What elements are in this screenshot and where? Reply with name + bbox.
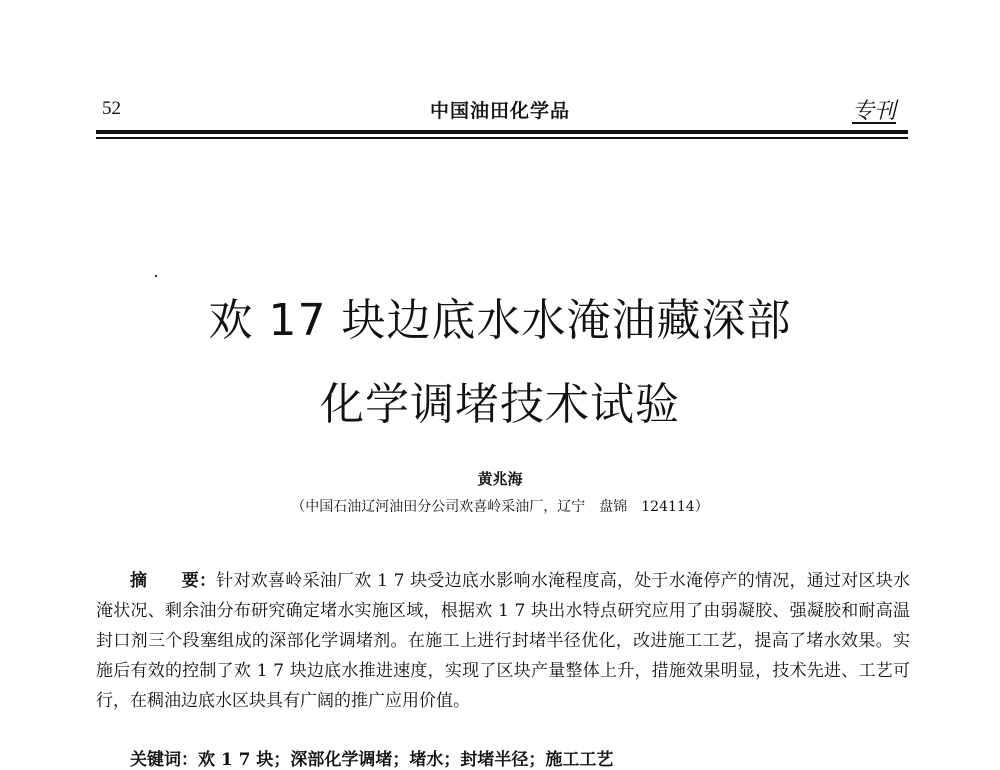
article-title-line-1: 欢 17 块边底水水淹油藏深部: [208, 295, 792, 346]
abstract-label: 摘 要：: [130, 571, 217, 591]
keywords: 关键词：欢 1 7 块；深部化学调堵；堵水；封堵半径；施工工艺: [130, 750, 614, 770]
journal-name: 中国油田化学品: [429, 100, 570, 122]
author-name: 黄兆海: [477, 470, 523, 488]
author-affiliation: （中国石油辽河油田分公司欢喜岭采油厂，辽宁 盘锦 124114）: [291, 499, 709, 515]
header-rule-thick: [96, 130, 908, 134]
article-title-line-2: 化学调堵技术试验: [320, 379, 680, 430]
header-rule-thin: [96, 137, 908, 139]
scan-speck: [155, 275, 157, 277]
page-number: 52: [102, 98, 121, 119]
page-header: [96, 94, 904, 124]
abstract: [96, 566, 910, 716]
abstract-paragraph: [96, 566, 910, 716]
abstract-text: 针对欢喜岭采油厂欢 1 7 块受边底水影响水淹程度高，处于水淹停产的情况，通过对区块水淹状况、剩余油分布研究确定堵水实施区域，根据欢 1 7 块出水特点研究应用了由弱凝胶、强凝胶和耐高温封口剂三个段塞组成的深部化学调堵剂。在施工上进行封堵半径优化，改进施工工艺，提高了堵水效果。实施后有效的控制了欢 1 7 块边底水推进速度，实现了区块产量整体上升，措施效果明显，技术先进、工艺可行，在稠油边底水区块具有广阔的推广应用价值。: [96, 571, 911, 711]
special-issue-label: 专刊: [851, 99, 896, 124]
